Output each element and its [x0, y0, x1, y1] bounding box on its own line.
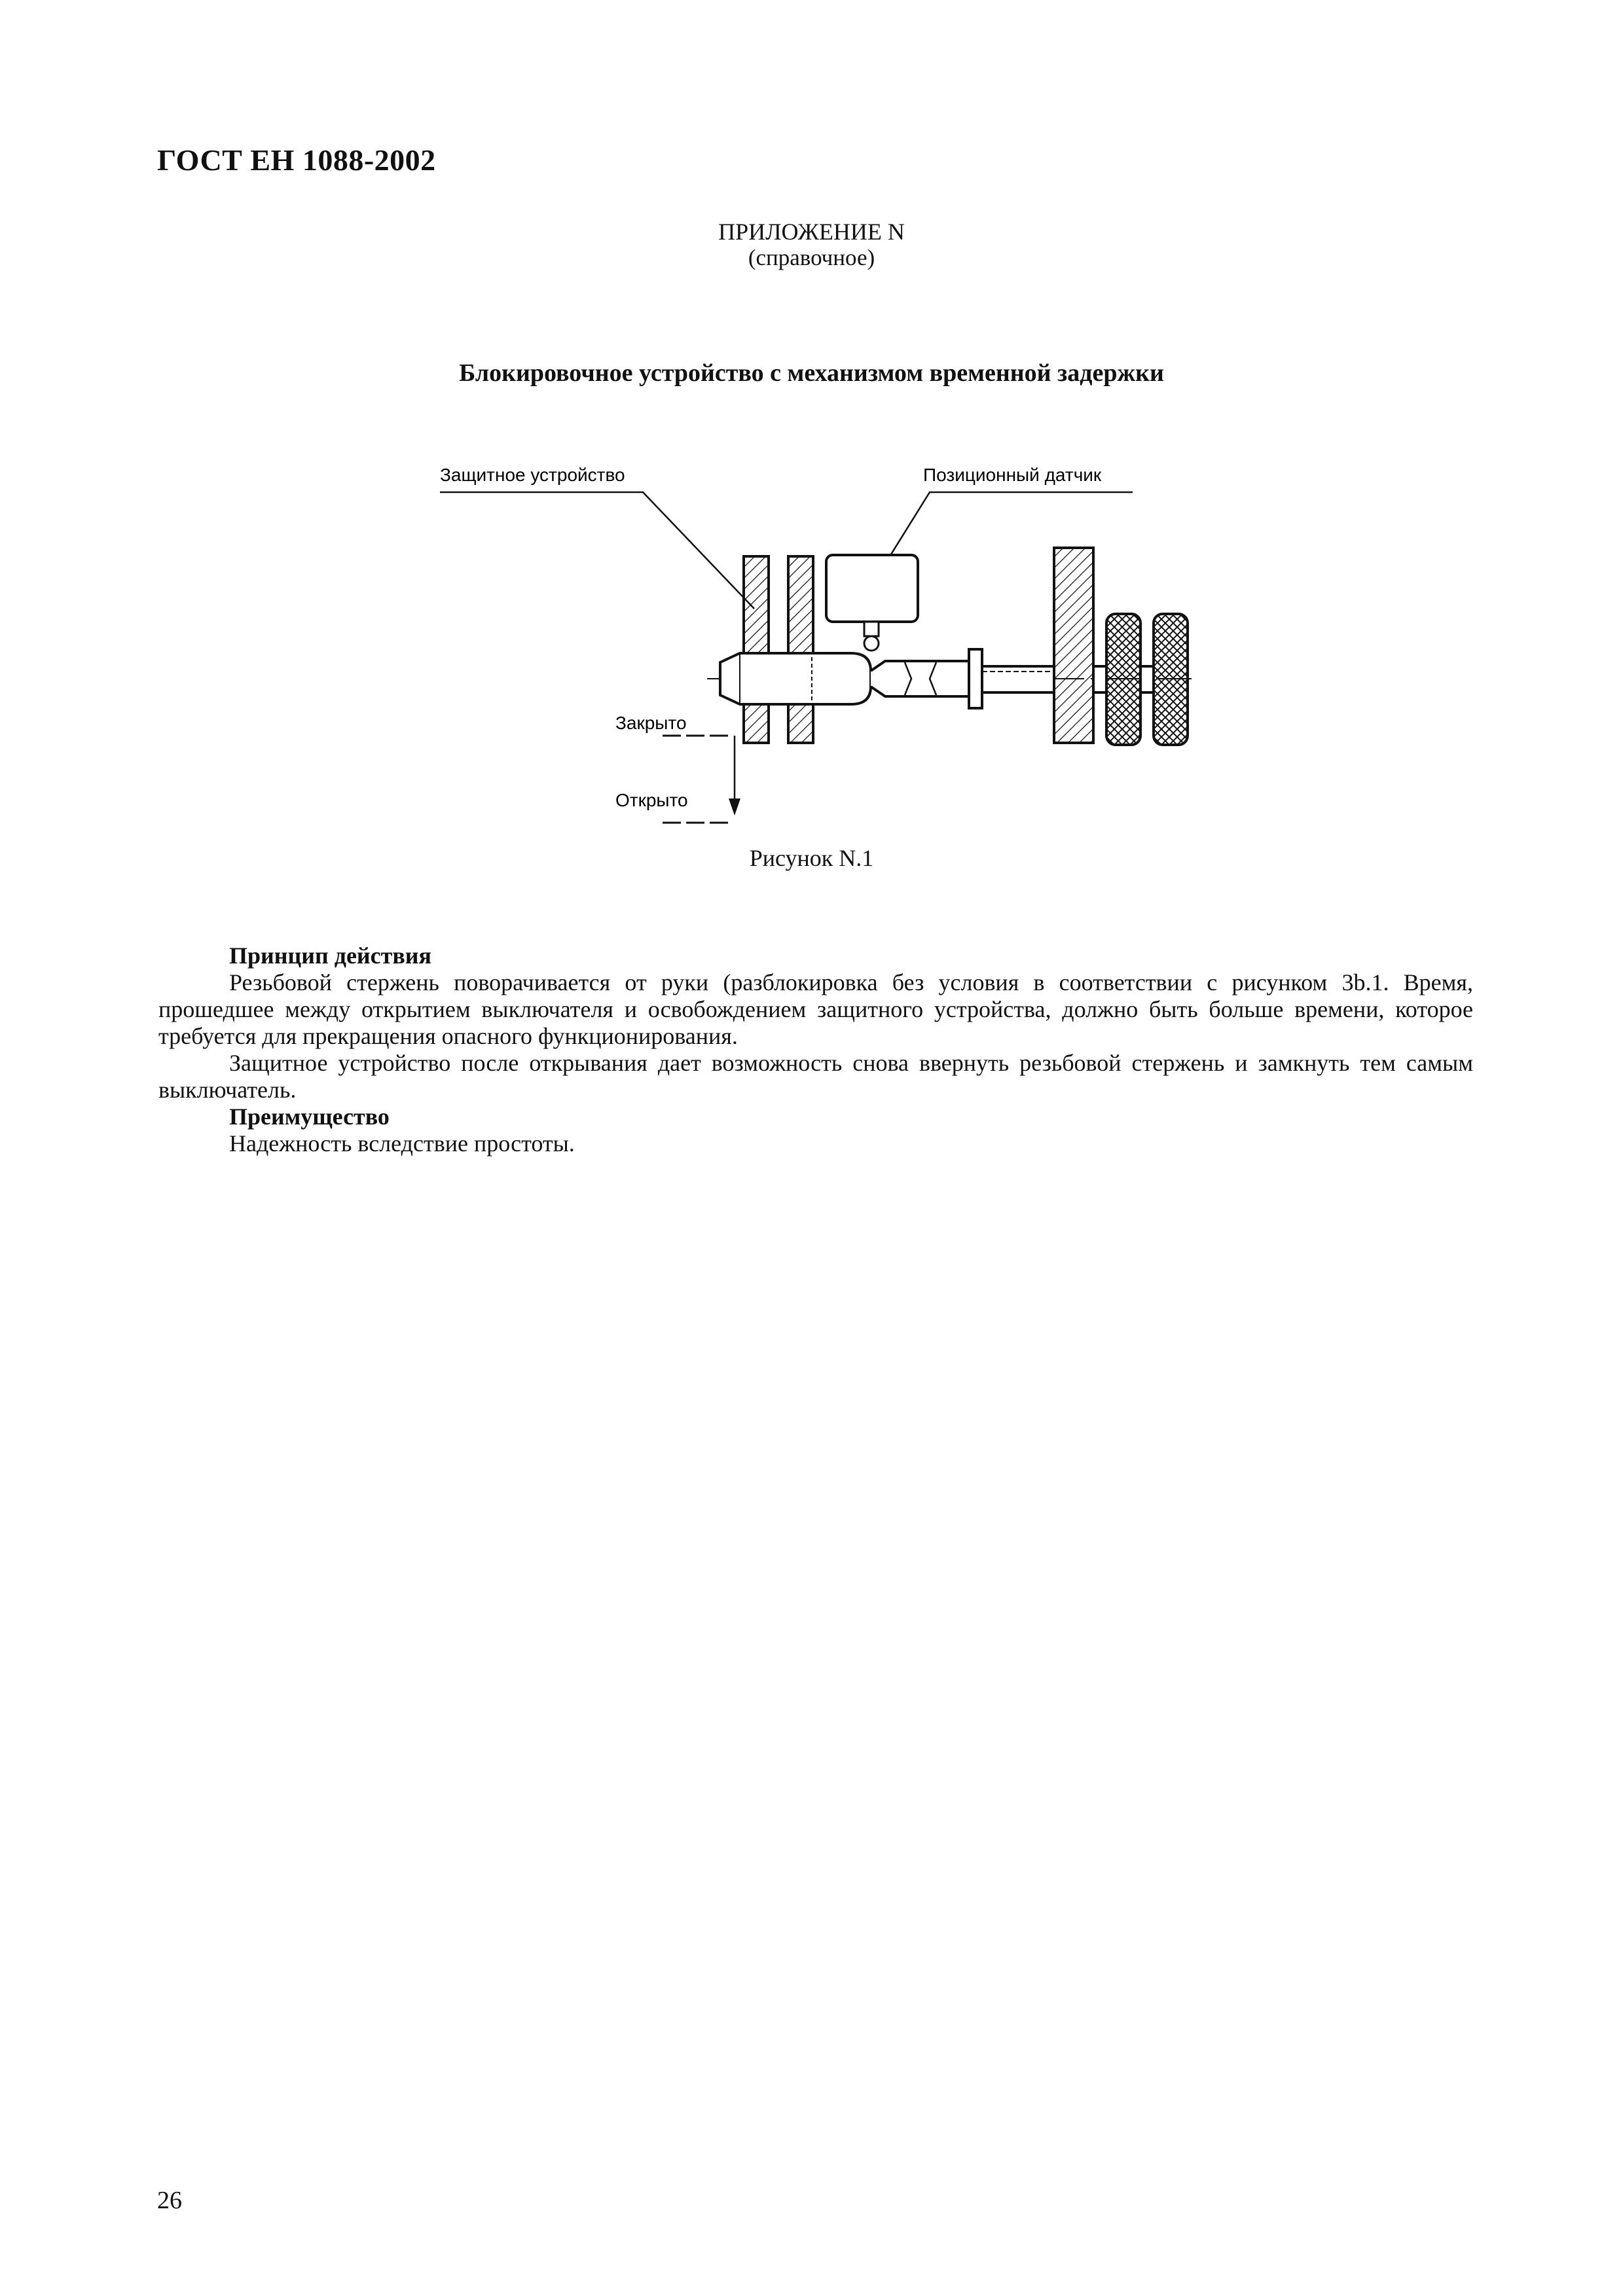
label-closed: Закрыто: [615, 713, 687, 733]
appendix-title: ПРИЛОЖЕНИЕ N: [718, 219, 905, 245]
label-open: Открыто: [615, 790, 688, 810]
position-sensor-box: [826, 555, 918, 622]
knurled-nut-1: [1106, 614, 1140, 745]
nut-spacer-2: [1140, 666, 1154, 692]
body-text: [158, 942, 1473, 1157]
protective-plate-1: [744, 556, 769, 743]
nut-spacer-1: [1093, 666, 1106, 692]
leader-protective-device: [440, 492, 754, 609]
appendix-subtitle: (справочное): [748, 244, 875, 270]
rod-collar: [969, 649, 982, 708]
heading-principle: Принцип действия: [229, 942, 431, 969]
travel-arrow: [729, 798, 740, 816]
paragraph-2: Защитное устройство после открывания дает возможность снова ввернуть резьбовой стержень и замкнуть тем самым выключатель.: [158, 1050, 1473, 1103]
sensor-ball: [864, 636, 879, 651]
paragraph-1: Резьбовой стержень поворачивается от руки (разблокировка без условия в соответствии с рисунком 3b.1. Время, прошедшее между открытием выключателя и освобождением защитного устройства, должно быть больше времени, которое требуется для прекращения опасного функционирования.: [158, 969, 1473, 1049]
document-code: ГОСТ ЕН 1088-2002: [157, 143, 436, 177]
section-title: Блокировочное устройство с механизмом временной задержки: [459, 359, 1164, 387]
protective-plate-2: [788, 556, 813, 743]
rod-shaft: [982, 666, 1054, 692]
heading-advantage: Преимущество: [229, 1103, 390, 1130]
appendix-heading: [0, 219, 1623, 270]
knurled-nut-2: [1154, 614, 1188, 745]
figure-caption: Рисунок N.1: [749, 845, 874, 871]
frame-wall: [1054, 548, 1093, 743]
page-number: 26: [157, 2187, 182, 2214]
paragraph-3: Надежность вследствие простоты.: [229, 1130, 575, 1157]
rod-middle: [871, 661, 969, 696]
label-protective-device: Защитное устройство: [440, 465, 625, 485]
sensor-stem: [864, 622, 879, 636]
figure-diagram: [419, 458, 1218, 851]
threaded-rod-left: [720, 653, 871, 704]
label-position-sensor: Позиционный датчик: [923, 465, 1102, 485]
